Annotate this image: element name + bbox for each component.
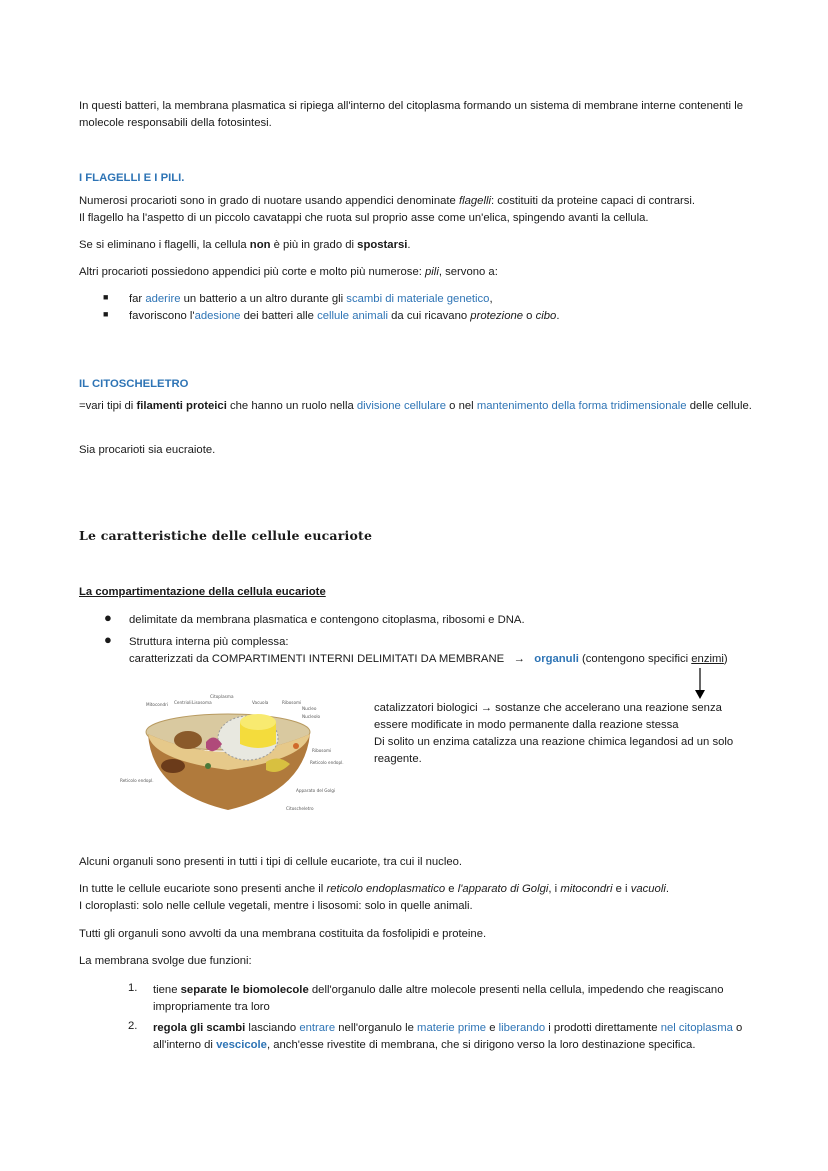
heading-flagelli: I FLAGELLI E I PILI.: [79, 172, 185, 184]
cito-p1: =vari tipi di filamenti proteici che hanno un ruolo nella divisione cellulare o nel mantenimento della forma tridimensionale delle cellule.: [79, 400, 752, 412]
cell-label: Ribosomi: [282, 700, 302, 705]
cell-label: Citoscheletro: [286, 806, 314, 811]
cell-label: Ribosomi: [312, 748, 332, 753]
cell-label: Citoplasma: [210, 694, 234, 699]
cell-label: Vacuola: [252, 700, 269, 705]
list-item: Struttura interna più complessa: caratterizzati da COMPARTIMENTI INTERNI DELIMITATI DA MEMBRANE → organuli (contengono specifici enzimi): [129, 636, 728, 665]
heading-citoscheletro: IL CITOSCHELETRO: [79, 378, 189, 390]
list-item: far aderire un batterio a un altro durante gli scambi di materiale genetico,: [129, 293, 493, 305]
euc-p2: In tutte le cellule eucariote sono presenti anche il reticolo endoplasmatico e l'apparato di Golgi, i mitocondri e i vacuoli. I cloroplasti: solo nelle cellule vegetali, mentre i lisosomi: solo in quelle animali.: [79, 883, 669, 912]
euc-p4: Tutti gli organuli sono avvolti da una membrana costituita da fosfolipidi e proteine.: [79, 928, 487, 940]
cell-label: Reticolo endopl.: [310, 760, 344, 765]
flagelli-p4: Altri procarioti possiedono appendici più corte e molto più numerose: pili, servono a:: [79, 266, 498, 278]
cell-label: Mitocondri: [146, 702, 169, 707]
section-title: Le caratteristiche delle cellule eucariote: [79, 528, 373, 543]
intro-paragraph: In questi batteri, la membrana plasmatica si ripiega all'interno del citoplasma formando un sistema di membrane interne contenenti le molecole responsabili della fotosintesi.: [79, 100, 743, 129]
square-bullet-icon: ■: [103, 309, 109, 319]
euc-p5: La membrana svolge due funzioni:: [79, 955, 252, 967]
list-item: regola gli scambi lasciando entrare nell'organulo le materie prime e liberando i prodotti direttamente nel citoplasma o all'interno di vescicole, anch'esse rivestite di membrana, che si dirigono verso la loro destinazione specifica.: [153, 1022, 743, 1051]
cell-label: Nucleo: [302, 706, 317, 711]
cell-label: Nucleolo: [302, 714, 321, 719]
cito-p2: Sia procarioti sia eucraiote.: [79, 444, 216, 456]
list-item: tiene separate le biomolecole dell'organulo dalle altre molecole presenti nella cellula, impedendo che reagiscano impropriamente tra loro: [153, 984, 724, 1013]
enzyme-explanation: catalizzatori biologici → sostanze che accelerano una reazione senza essere modificate in modo permanente dalla reazione stessa Di solito un enzima catalizza una reazione chimica legandosi ad un solo reagente.: [374, 702, 734, 765]
cell-label: Centrioli: [174, 700, 192, 705]
list-number: 1.: [128, 982, 138, 994]
down-arrow-icon: [694, 668, 706, 700]
eukaryotic-cell-illustration: [118, 692, 344, 814]
euc-p1: Alcuni organuli sono presenti in tutti i tipi di cellule eucariote, tra cui il nucleo.: [79, 856, 463, 868]
list-item: favoriscono l'adesione dei batteri alle cellule animali da cui ricavano protezione o cibo.: [129, 310, 560, 322]
cell-label: Apparato del Golgi: [296, 788, 336, 793]
cell-label: Lisosoma: [192, 700, 212, 705]
round-bullet-icon: ●: [104, 632, 112, 647]
flagelli-p1: Numerosi procarioti sono in grado di nuotare usando appendici denominate flagelli: costituiti da proteine capaci di contrarsi. Il flagello ha l'aspetto di un piccolo cavatappi che ruota sul proprio asse come un'elica, spingendo avanti la cellula.: [79, 195, 696, 224]
cell-label: Reticolo endopl.: [120, 778, 154, 783]
square-bullet-icon: ■: [103, 292, 109, 302]
flagelli-p3: Se si eliminano i flagelli, la cellula non è più in grado di spostarsi.: [79, 239, 411, 251]
subsection-title: La compartimentazione della cellula eucariote: [79, 586, 326, 598]
round-bullet-icon: ●: [104, 610, 112, 625]
list-item: delimitate da membrana plasmatica e contengono citoplasma, ribosomi e DNA.: [129, 614, 525, 626]
list-number: 2.: [128, 1020, 138, 1032]
